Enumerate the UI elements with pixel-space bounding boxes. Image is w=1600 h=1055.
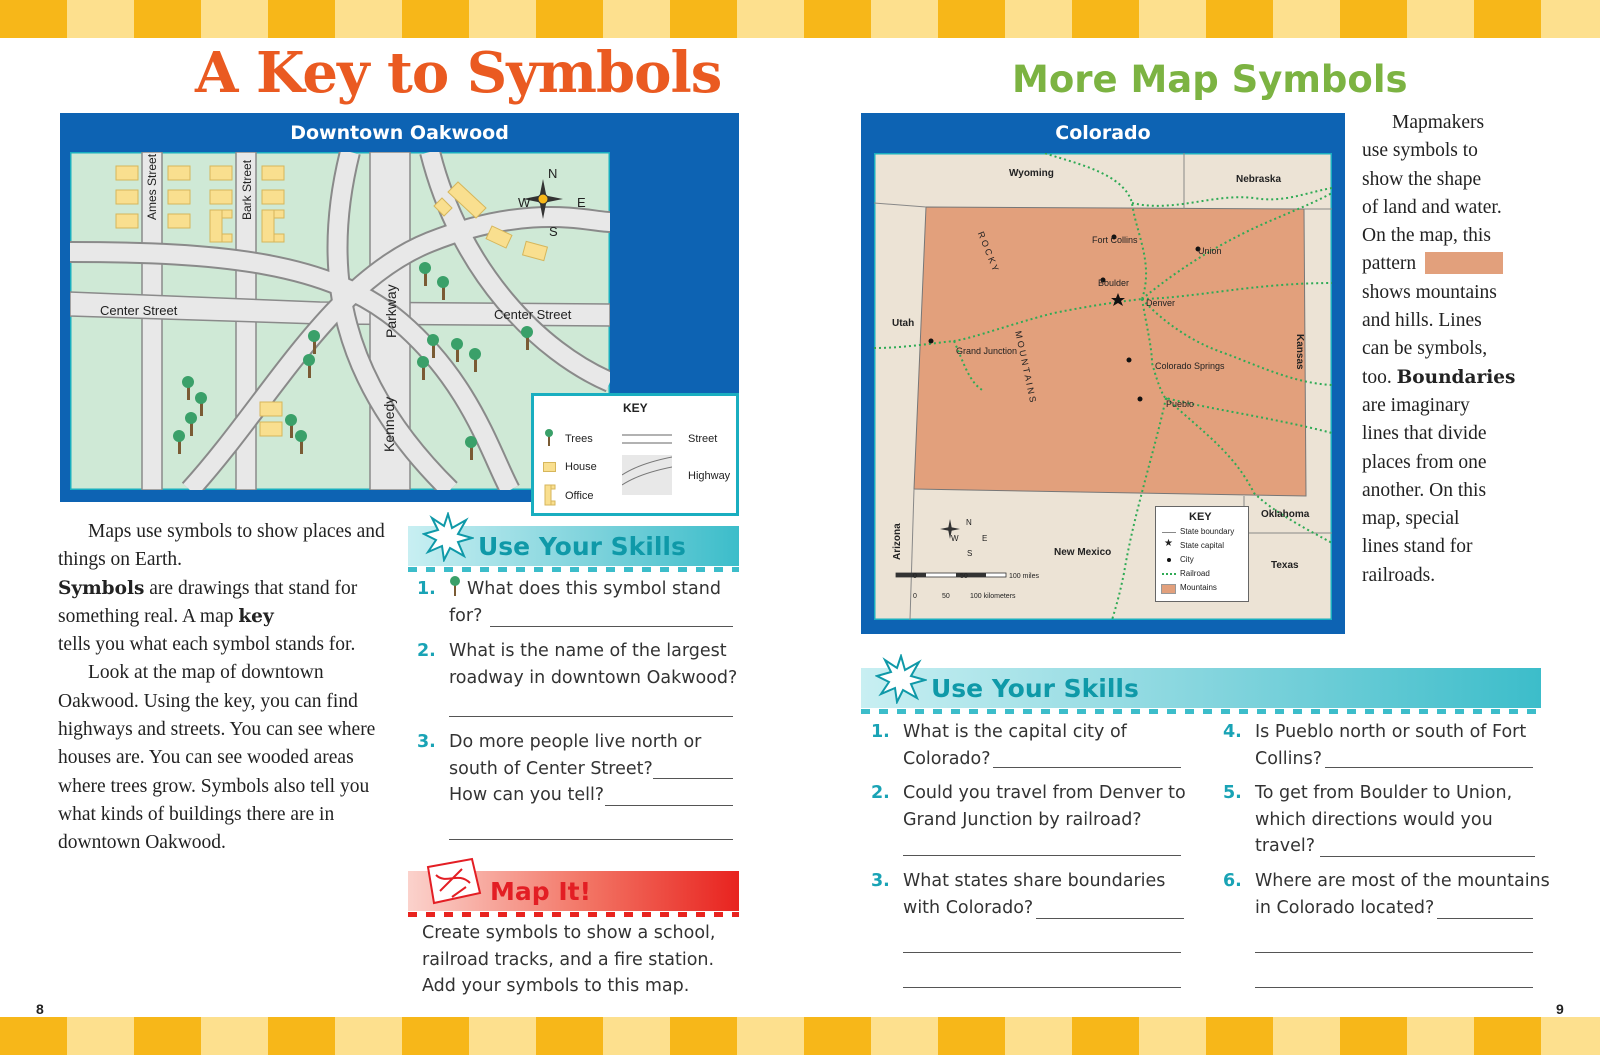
city-label-grand-junction: Grand Junction [956,346,1018,356]
banner-dash [408,912,739,917]
highway-symbol-icon [622,455,672,495]
compass-s-label: S [549,224,558,239]
answer-line[interactable] [903,952,1181,953]
city-label-boulder: Boulder [1098,278,1130,288]
answer-line[interactable] [1036,918,1184,919]
right-question-5 [1223,780,1555,860]
state-label-arizona: Arizona [892,523,903,560]
office-symbol-icon [543,484,557,506]
colorado-map-title: Colorado [1055,122,1151,144]
rq6-text-a: Where are most of the mountains [1255,871,1550,891]
answer-line[interactable] [903,855,1181,856]
ames-street-label: Ames Street [145,153,159,220]
answer-line[interactable] [653,778,733,779]
body-p2: Look at the map of downtown Oakwood. Using the key, you can find highways and streets. You can see where houses are. You can see wooded areas where trees grow. Symbols also tell you what kinds of buildings there are in downtown Oakwood. [58,662,376,854]
q3-text-b: south of Center Street? [449,758,653,779]
answer-line[interactable] [1320,856,1535,857]
right-question-6 [1223,868,1555,921]
co-compass-w-label: W [951,534,959,543]
scale-fifty-miles: 50 [960,573,968,580]
starburst-icon [422,512,474,562]
map-it-line-2: railroad tracks, and a fire station. [422,949,715,970]
body-p1-d: tells you what each symbol stands for. [58,634,356,656]
use-your-skills-heading-right: Use Your Skills [931,673,1139,703]
use-your-skills-banner-right [861,668,1541,708]
body-p1-c: are drawings that stand for something real. A map [58,577,358,627]
q-number: 3. [871,871,890,891]
state-label-texas: Texas [1271,560,1299,571]
starburst-icon [875,654,927,704]
city-label-fort-collins: Fort Collins [1092,235,1138,245]
left-question-1 [417,576,739,629]
rq4-text-b: Collins? [1255,748,1323,769]
top-stripe-border [0,0,1600,38]
q1-text-b: for? [449,605,483,626]
key-term: key [238,605,274,627]
q-number: 3. [417,732,436,752]
bark-street-label: Bark Street [240,159,254,220]
state-boundary-icon [1162,532,1176,533]
page-title-right: More Map Symbols [1012,58,1408,101]
right-line-8: and hills. Lines [1362,310,1482,332]
map-it-line-1: Create symbols to show a school, [422,923,716,943]
right-line-17: railroads. [1362,564,1436,586]
answer-line[interactable] [1255,952,1533,953]
key-house-label: House [565,461,597,473]
right-line-11: are imaginary [1362,394,1470,416]
bottom-stripe-border [0,1017,1600,1055]
q-number: 2. [871,783,890,803]
city-label-colorado-springs: Colorado Springs [1155,361,1225,371]
right-line-9: can be symbols, [1362,338,1488,360]
scale-100-miles: 100 miles [1009,573,1039,580]
rq3-text-b: with Colorado? [903,897,1034,918]
state-label-new-mexico: New Mexico [1054,547,1112,558]
key-highway-label: Highway [688,470,731,482]
key-office-label: Office [565,490,594,502]
q3-text-a: Do more people live north or [449,732,702,752]
map-sketch-icon [422,857,484,907]
right-line-10 [1362,364,1542,392]
right-line-15: map, special [1362,508,1460,530]
oakwood-map-title: Downtown Oakwood [290,122,509,144]
scale-100-km: 100 kilometers [970,593,1016,600]
rq6-text-b: in Colorado located? [1255,897,1435,918]
answer-line[interactable] [1255,987,1533,988]
center-street-left-label: Center Street [100,303,178,318]
q-number: 6. [1223,871,1242,891]
left-question-2 [417,638,739,691]
right-line-6 [1362,250,1542,278]
city-label-denver: Denver [1146,298,1176,308]
right-line-1: Mapmakers [1392,112,1485,133]
map-it-banner [408,871,739,911]
scale-zero-km: 0 [913,593,917,600]
banner-dash [861,709,1541,714]
colorado-key-title: KEY [1189,511,1212,523]
rq1-text-b: Colorado? [903,748,991,769]
city-label-pueblo: Pueblo [1166,399,1195,409]
state-label-kansas: Kansas [1294,334,1305,370]
scale-fifty-km: 50 [942,593,950,600]
rq5-text-a: To get from Boulder to Union, [1255,783,1513,803]
compass-n-label: N [548,166,558,181]
page-title-left: A Key to Symbols [195,40,722,106]
oakwood-key-title: KEY [623,401,648,415]
mountain-pattern-swatch [1425,252,1503,274]
q2-text-b: roadway in downtown Oakwood? [449,667,738,688]
q-number: 4. [1223,722,1242,742]
rocky-label: R O C K Y [975,230,1001,273]
q1-text-a: What does this symbol stand [467,579,721,599]
state-label-utah: Utah [892,318,915,329]
right-question-1 [871,719,1203,772]
right-line-16: lines stand for [1362,536,1473,558]
right-line-2: use symbols to [1362,140,1478,162]
answer-line[interactable] [605,805,733,806]
key-state-boundary-label: State boundary [1180,527,1235,536]
map-it-line-3: Add your symbols to this map. [422,976,690,996]
right-body-text [1362,109,1542,590]
tree-symbol-icon [543,428,555,446]
use-your-skills-heading-left: Use Your Skills [478,531,686,561]
page-number-right: 9 [1556,1001,1564,1017]
state-capital-icon: ★ [1164,538,1173,549]
right-line-7: shows mountains [1362,281,1497,303]
q3-text-c: How can you tell? [449,785,605,805]
key-street-label: Street [688,433,718,445]
mountains-icon [1161,584,1176,594]
answer-line[interactable] [449,716,733,717]
page-number-left: 8 [36,1001,44,1017]
street-symbol-icon [622,433,672,445]
right-question-3 [871,868,1203,921]
parkway-label: Parkway [383,284,399,338]
co-compass-s-label: S [967,549,973,558]
map-it-instructions [422,920,742,1000]
center-street-right-label: Center Street [494,307,572,322]
boundaries-term: Boundaries [1396,366,1516,388]
left-question-3 [417,729,739,809]
left-body-text [58,518,388,858]
key-mountains-label: Mountains [1180,583,1217,592]
city-dot-icon [1167,558,1171,562]
q-number: 5. [1223,783,1242,803]
answer-line[interactable] [1437,918,1533,919]
rq2-text-b: Grand Junction by railroad? [903,809,1142,830]
answer-line[interactable] [903,987,1181,988]
rq3-text-a: What states share boundaries [903,871,1166,891]
right-line-4: of land and water. [1362,196,1502,218]
state-label-wyoming: Wyoming [1009,168,1054,179]
compass-w-label: W [518,195,531,210]
right-line-5: On the map, this [1362,225,1491,247]
q2-text-a: What is the name of the largest [449,641,727,661]
co-compass-e-label: E [982,534,988,543]
answer-line[interactable] [993,767,1181,768]
scale-zero-miles: 0 [913,573,917,580]
answer-line[interactable] [490,626,733,627]
rq4-text-a: Is Pueblo north or south of Fort [1255,722,1527,742]
pattern-word: pattern [1362,253,1417,275]
right-question-2 [871,780,1203,833]
mountains-label: M O U N T A I N S [1013,330,1039,404]
key-state-capital-label: State capital [1180,541,1225,550]
state-label-nebraska: Nebraska [1236,174,1282,185]
tree-symbol-icon [449,576,461,596]
right-line-12: lines that divide [1362,423,1487,445]
kennedy-label: Kennedy [381,396,397,452]
compass-e-label: E [577,195,586,210]
answer-line[interactable] [1325,767,1533,768]
map-it-heading: Map It! [490,876,592,906]
symbols-term: Symbols [58,577,145,599]
q-number: 1. [417,579,436,599]
railroad-icon [1162,573,1176,575]
use-your-skills-banner-left [408,526,739,566]
q-number: 2. [417,641,436,661]
right-line-14: another. On this [1362,479,1487,501]
rq1-text-a: What is the capital city of [903,722,1127,742]
answer-line[interactable] [449,839,733,840]
co-compass-n-label: N [966,518,972,527]
rq5-text-c: travel? [1255,836,1316,856]
city-label-union: Union [1198,246,1222,256]
right-line-3: show the shape [1362,168,1482,190]
too-word: too. [1362,366,1392,388]
q-number: 1. [871,722,890,742]
right-line-13: places from one [1362,451,1487,473]
key-railroad-label: Railroad [1180,569,1210,578]
body-p1-a: Maps use symbols to show places and things on Earth. [58,521,385,571]
rq5-text-b: which directions would you [1255,809,1493,830]
banner-dash [408,567,739,572]
right-question-4 [1223,719,1555,772]
key-city-label: City [1180,555,1194,564]
key-trees-label: Trees [565,433,593,445]
state-label-oklahoma: Oklahoma [1261,509,1310,520]
house-symbol-icon [543,462,556,472]
rq2-text-a: Could you travel from Denver to [903,783,1186,803]
